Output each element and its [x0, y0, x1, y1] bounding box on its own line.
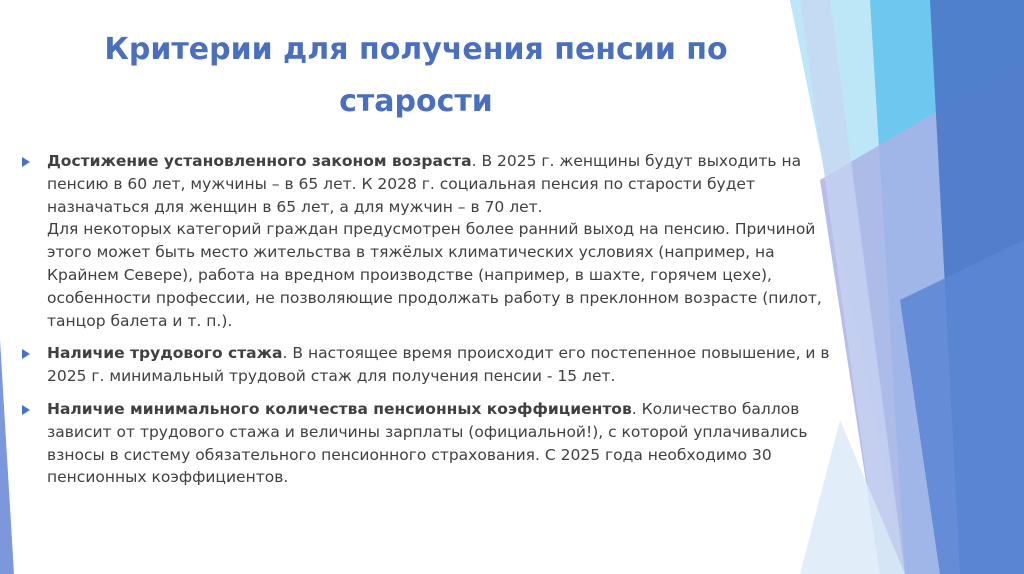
- left-edge-shape: [0, 340, 14, 574]
- bullet-item-age: [22, 150, 832, 332]
- bullet-lead: Наличие трудового стажа: [47, 344, 283, 363]
- bullet-item-pension-coefficients: [22, 398, 832, 489]
- slide-title: Критерии для получения пенсии по старости: [104, 32, 728, 119]
- bullet-lead: Достижение установленного законом возраста: [47, 152, 472, 170]
- bullet-text: . Количество баллов зависит от трудового стажа и величины зарплаты (официальной!), с которой уплачивались взносы в систему обязательного пенсионного страхования. С 2025 года необходимо 30 пенсионных коэффициентов.: [47, 399, 808, 487]
- bullet-text: . В настоящее время происходит его постепенное повышение, и в 2025 г. минимальный трудовой стаж для получения пенсии - 15 лет.: [47, 344, 830, 386]
- bullet-lead: Наличие минимального количества пенсионных коэффициентов: [47, 399, 632, 418]
- bullet-triangle-icon: [22, 157, 30, 167]
- bullet-triangle-icon: [22, 349, 30, 359]
- bullet-item-work-experience: [22, 342, 832, 388]
- bullet-triangle-icon: [22, 405, 30, 415]
- bullet-list: [22, 150, 832, 499]
- bullet-text: . В 2025 г. женщины будут выходить на пенсию в 60 лет, мужчины – в 65 лет. К 2028 г. социальная пенсия по старости будет назначаться для женщин в 65 лет, а для мужчин – в 70 лет.: [47, 152, 802, 216]
- bullet-text-continued: Для некоторых категорий граждан предусмотрен более ранний выход на пенсию. Причиной этого может быть место жительства в тяжёлых климатических условиях (например, на Крайнем Севере), работа на вредном производстве (например, в шахте, горячем цехе), особенности профессии, не позволяющие продолжать работу в преклонном возрасте (пилот, танцор балета и т. п.).: [47, 220, 822, 330]
